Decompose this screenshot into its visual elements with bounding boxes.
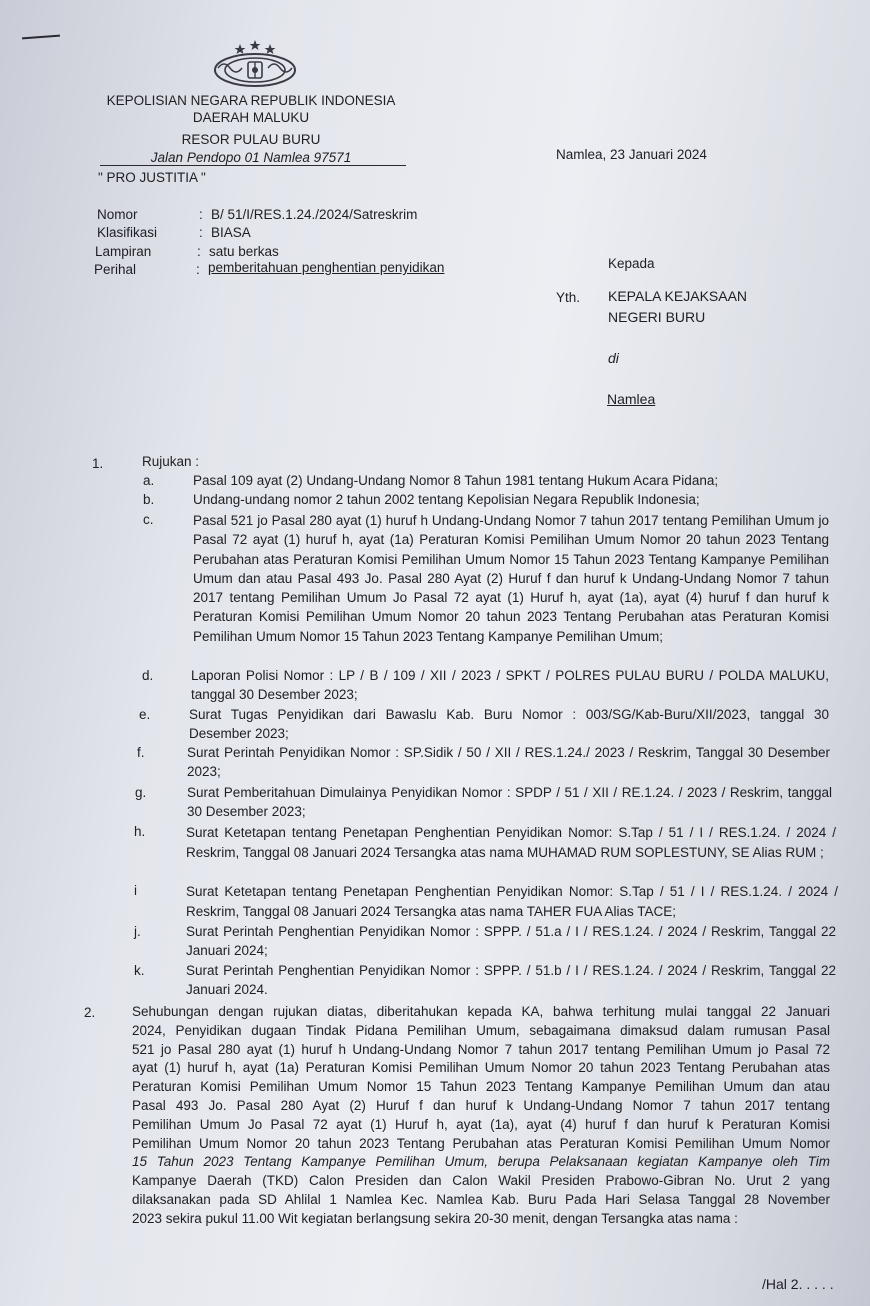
meta-colon: :: [196, 262, 200, 277]
recipient-yth: Yth.: [556, 290, 581, 305]
list-item-text: Pasal 521 jo Pasal 280 ayat (1) huruf h Undang-Undang Nomor 7 tahun 2017 tentang Pemilihan Umum jo Pasal 72 ayat (1) huruf h, ayat (1a) Peraturan Komisi Pemilihan Umum Nomor 20 tahun 2023 Tentang Perubahan atas Peraturan Komisi Pemilihan Umum Nomor 15 Tahun 2023 Tentang Kampanye Pemilihan Umum dan atau Pasal 493 Jo. Pasal 280 Ayat (2) Huruf f dan huruf k Undang-Undang Nomor 7 tahun 2017 tentang Pemilihan Umum Jo Pasal 72 ayat (1) Huruf h, ayat (1a), ayat (4) huruf f dan huruf k Peraturan Komisi Pemilihan Umum Nomor 20 tahun 2023 Tentang Perubahan atas Peraturan Komisi Pemilihan Umum Nomor 15 Tahun 2023 Tentang Kampanye Pemilihan Umum;: [193, 513, 829, 644]
meta-colon: :: [197, 244, 201, 259]
paragraph-line: Sehubungan dengan rujukan diatas, diberitahukan kepada KA, bahwa terhitung mulai tanggal 22 Januari: [132, 1004, 830, 1019]
list-item-letter: a.: [143, 473, 155, 488]
list-item-text: Surat Ketetapan tentang Penetapan Penghentian Penyidikan Nomor: S.Tap / 51 / I / RES.1.24. / 2024 / Reskrim, Tanggal 08 Januari 2024 Tersangka atas nama TAHER FUA Alias TACE;: [186, 884, 838, 919]
list-item-letter: b.: [143, 492, 155, 507]
paragraph-line: 2023 sekira pukul 11.00 Wit kegiatan berlangsung sekira 20-30 menit, dengan Tersangka atas nama :: [132, 1210, 738, 1226]
list-item-text: Surat Pemberitahuan Dimulainya Penyidikan Nomor : SPDP / 51 / XII / RE.1.24. / 2023 / Reskrim, tanggal 30 Desember 2023;: [187, 785, 832, 819]
recipient-name-line1: KEPALA KEJAKSAAN: [608, 288, 748, 304]
list-item-letter: f.: [137, 745, 145, 760]
list-item-letter: d.: [142, 668, 154, 683]
list-item-text: Surat Ketetapan tentang Penetapan Penghentian Penyidikan Nomor: S.Tap / 51 / I / RES.1.24. / 2024 / Reskrim, Tanggal 08 Januari 2024 Tersangka atas nama MUHAMAD RUM SOPLESTUNY, SE Alias RUM ;: [186, 825, 836, 860]
meta-label-perihal: Perihal: [94, 262, 137, 277]
list-item-text: Surat Perintah Penyidikan Nomor : SP.Sidik / 50 / XII / RES.1.24./ 2023 / Reskrim, Tanggal 30 Desember 2023;: [187, 745, 830, 779]
list-item-letter: c.: [143, 512, 154, 527]
paragraph-line: ayat (1) huruf h, ayat (1a) Peraturan Komisi Pemilihan Umum Nomor 20 tahun 2023 Tentang Perubahan atas: [132, 1060, 830, 1076]
meta-value-perihal: pemberitahuan penghentian penyidikan: [208, 260, 445, 275]
section1-number: 1.: [92, 456, 104, 471]
paragraph-line: 15 Tahun 2023 Tentang Kampanye Pemilihan Umum, berupa Pelaksanaan kegiatan Kampanye oleh Tim: [132, 1154, 830, 1170]
paragraph-line: 521 jo Pasal 280 ayat (1) huruf h Undang-Undang Nomor 7 tahun 2017 tentang Pemilihan Umum jo Pasal 72: [132, 1041, 830, 1057]
meta-label-lampiran: Lampiran: [95, 244, 152, 259]
list-item-text: Surat Perintah Penghentian Penyidikan Nomor : SPPP. / 51.b / I / RES.1.24. / 2024 / Reskrim, Tanggal 22 Januari 2024.: [186, 963, 836, 997]
meta-label-klasifikasi: Klasifikasi: [97, 225, 158, 240]
list-item-letter: g.: [135, 785, 147, 800]
meta-label-nomor: Nomor: [97, 207, 138, 222]
list-item-letter: j.: [134, 924, 141, 939]
next-page-marker: /Hal 2. . . . .: [762, 1276, 834, 1292]
meta-colon: :: [199, 207, 203, 222]
recipient-name-line2: NEGERI BURU: [608, 309, 706, 325]
paragraph-line: Pasal 493 Jo. Pasal 280 Ayat (2) Huruf f dan huruf k Undang-Undang Nomor 7 tahun 2017 tentang: [132, 1097, 830, 1113]
header-region: DAERAH MALUKU: [192, 110, 310, 125]
meta-colon: :: [199, 225, 203, 240]
paragraph-line: Peraturan Komisi Pemilihan Umum Nomor 15 Tahun 2023 Tentang Kampanye Pemilihan Umum dan atau: [132, 1079, 830, 1095]
paragraph-line: Pemilihan Umum Nomor 20 tahun 2023 Tentang Perubahan atas Peraturan Komisi Pemilihan Umum Nomor: [132, 1135, 830, 1151]
section2-number: 2.: [84, 1005, 96, 1020]
meta-value-lampiran: satu berkas: [209, 244, 279, 259]
section2-paragraph: [132, 1003, 830, 1229]
meta-value-klasifikasi: BIASA: [211, 225, 251, 240]
recipient-di: di: [608, 350, 619, 366]
list-item-text: Pasal 109 ayat (2) Undang-Undang Nomor 8 Tahun 1981 tentang Hukum Acara Pidana;: [193, 473, 719, 488]
list-item-text: Surat Perintah Penghentian Penyidikan Nomor : SPPP. / 51.a / I / RES.1.24. / 2024 / Reskrim, Tanggal 22 Januari 2024;: [186, 924, 836, 958]
date-place: Namlea, 23 Januari 2024: [556, 147, 707, 162]
paragraph-line: Kampanye Daerah (TKD) Calon Presiden dan Calon Wakil Presiden Prabowo-Gibran No. Urut 2 yang: [132, 1173, 830, 1189]
section1-title: Rujukan :: [142, 454, 200, 469]
pro-justitia: " PRO JUSTITIA ": [98, 170, 206, 185]
paragraph-line: 2024, Penyidikan dugaan Tindak Pidana Pemilihan Umum, sebagaimana dimaksud dalam rumusan Pasal: [132, 1022, 830, 1038]
list-item-letter: e.: [139, 707, 151, 722]
paragraph-line: Pemilihan Umum Jo Pasal 72 ayat (1) Huruf h, ayat (1a), ayat (4) huruf f dan huruf k Peraturan Komisi: [132, 1116, 830, 1132]
paragraph-line: dilaksanakan pada SD Ahlilal 1 Namlea Kec. Namlea Kab. Buru Pada Hari Selasa Tanggal 28 November: [132, 1191, 830, 1207]
header-institution: KEPOLISIAN NEGARA REPUBLIK INDONESIA: [106, 93, 396, 108]
list-item-text: Undang-undang nomor 2 tahun 2002 tentang Kepolisian Negara Republik Indonesia;: [193, 492, 700, 507]
list-item-letter: i: [134, 883, 137, 898]
recipient-kepada: Kepada: [608, 256, 655, 271]
list-item-letter: k.: [134, 963, 145, 978]
meta-value-nomor: B/ 51/I/RES.1.24./2024/Satreskrim: [211, 207, 418, 222]
recipient-city: Namlea: [607, 391, 656, 407]
list-item-letter: h.: [134, 824, 146, 839]
list-item-text: Laporan Polisi Nomor : LP / B / 109 / XII / 2023 / SPKT / POLRES PULAU BURU / POLDA MALUKU, tanggal 30 Desember 2023;: [191, 668, 829, 702]
header-resort: RESOR PULAU BURU: [181, 132, 321, 147]
header-address: Jalan Pendopo 01 Namlea 97571: [150, 150, 352, 165]
list-item-text: Surat Tugas Penyidikan dari Bawaslu Kab. Buru Nomor : 003/SG/Kab-Buru/XII/2023, tanggal 30 Desember 2023;: [189, 707, 829, 741]
